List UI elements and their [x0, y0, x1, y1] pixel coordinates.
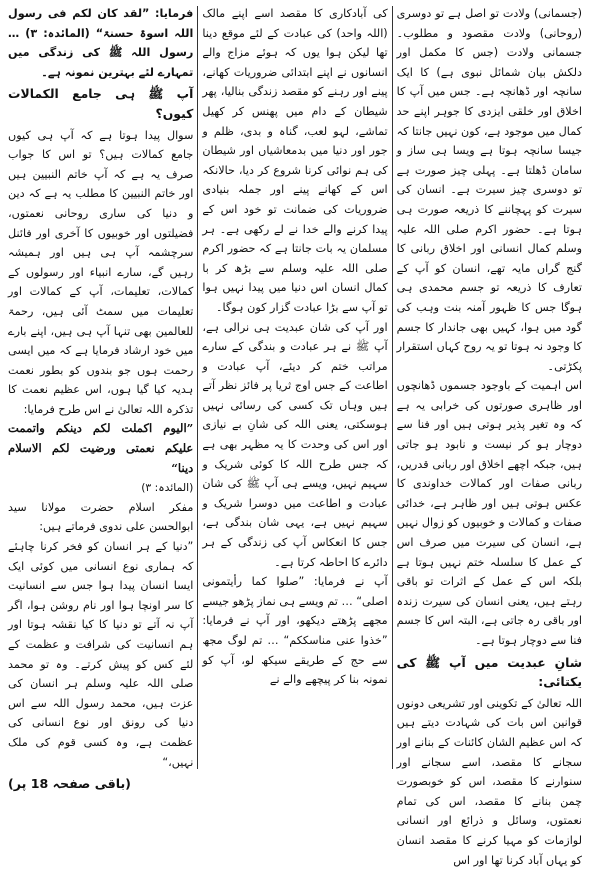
paragraph: اللہ تعالیٰ کے تکوینی اور تشریعی دونوں قوانین اس بات کی شہادت دیتے ہیں کہ اس عظیم الشان کائنات کے بنانے اور سجانے کا مقصد، اسے سجانے اور سنوارنے کا مقصد، اس کو خوبصورت چمن بنانے کا مقصد، اس کی تمام نعمتوں، وسائل و ذرائع اور انسانی لوازمات کو مہیا کرنے کا مقصد انسان کو یہاں آباد کرنا تھا اور اس — [396, 696, 582, 867]
continued-note: (باقی صفحہ 18 پر) — [8, 776, 131, 792]
paragraph: اور آپ کی شان عبدیت ہی نرالی ہے، آپ ﷺ نے ہر عبادت و بندگی کے سارے مراتب ختم کر دیئے، آپ عبادت و اطاعت کے جس اوج ثریا پر فائز نظر آتے ہیں وہاں تک کسی کی رسائی نہیں ہوسکتی، یعنی اللہ کی شانِ بے نیازی اور اس کی وحدت کا یہ مظہر بھی ہے کہ جس طرح اللہ کا کوئی شریک و سہیم نہیں، ویسے ہی آپ ﷺ کی شان عبادت و اطاعت میں دوسرا شریک و سہیم نہیں ہے، یہی شان بندگی ہے، جس کا انعکاس آپ کی زندگی کے ہر دائرے کا احاطہ کرتا ہے۔ — [202, 320, 388, 569]
paragraph: آپ نے فرمایا: ”صلوا کما رأیتمونی اصلی“ … تم ویسے ہی نماز پڑھو جیسے مجھے پڑھتے دیکھو، اور آپ نے فرمایا: ”خذوا عنی مناسککم“ … تم لوگ مجھ سے حج کے طریقے سیکھ لو، آپ کو نمونہ بنا کر پیچھے والے نے — [202, 575, 388, 687]
paragraph: کی آبادکاری کا مقصد اسے اپنے مالک (اللہ واحد) کی عبادت کے لئے موقع دینا تھا لیکن ہوا یوں کہ ہوئے مزاج والے انسانوں نے اپنے ابتدائی ضروریات کھانے، پینے اور رہنے کو مقصد زندگی بنالیا، پھر شیطان کے دام میں پھنس کر کھیل تماشے، لہو لعب، گناہ و بدی، ظلم و جور اور دنیا میں بدمعاشیاں اور شیطان کی ہم نوائی کرنا شروع کر دیا، حالانکہ اس کے کھانے پینے اور جملہ بنیادی ضروریات کی ضمانت تو خود اس کے پیدا کرنے والے خدا نے لے رکھی ہے۔ ہر مسلمان یہ بات جانتا ہے کہ حضور اکرم صلی اللہ علیہ وسلم سے بڑھ کر با کمال انسان اس دنیا میں پیدا نہیں ہوا تو آپ سے بڑا عبادت گزار کون ہوگا۔ — [202, 7, 388, 314]
paragraph: (جسمانی) ولادت تو اصل ہے تو دوسری (روحانی) ولادت مقصود و مطلوب۔ جسمانی ولادت (جس کا مکمل اور دلکش بیان شمائل نبوی ہے) کا ایک سانچہ اور ڈھانچہ ہے۔ جس میں آپ کا اخلاق اور خلقی ایزدی کا جوہر اپنے حد کمال میں موجود ہے، کون نہیں جانتا کہ جیسا سانچہ ہوتا ہے ویسا ہی ساز و سامان ڈھلتا ہے۔ پہلی چیز صورت ہے تو دوسری چیز سیرت ہے۔ انسان کی سیرت کو پہچاننے کا ذریعہ صورت ہی ہوتا ہے۔ حضور اکرم صلی اللہ علیہ وسلم کمال انسانی اور اخلاق ربانی کا گنج گراں مایہ تھے، انسان کو آپ کے تعارف کا ذریعہ تو جسم محمدی ہی ہوگا جس کا ظہور آمنہ بنت وہب کی گود میں ہوا، کہیں بھی جاندار کا جسم کا وجود نہ ہوتا تو یہ روح کہاں استقرار پکڑتی۔ — [396, 7, 582, 373]
quote-intro: مفکر اسلام حضرت مولانا سید ابوالحسن علی ندوی فرماتے ہیں: — [8, 500, 194, 534]
section-heading: شانِ عبدیت میں آپ ﷺ کی یکتائی: — [396, 654, 582, 690]
quran-intro: فرمایا: ”لقد کان لکم فی رسول اللہ اسوۃ حسنۃ“ (المائدہ: ۳) … رسول اللہ ﷺ کی زندگی میں تمہارے لئے بہترین نمونہ ہے۔ — [8, 7, 194, 79]
quote: ”دنیا کے ہر انسان کو فخر کرنا چاہئے کہ ہماری نوع انسانی میں کوئی ایک ایسا انسان پیدا ہوا جس سے انسانیت کا سر اونچا ہوا اور نام روشن ہوا، اگر آپ نہ آتے تو دنیا کا کیا نقشہ ہوتا اور ہم انسانیت کی شرافت و عظمت کے لئے کس کو پیش کرتے۔ وہ تو محمد صلی اللہ علیہ وسلم ہر انسان کی عزت ہیں، محمد رسول اللہ سے اس دنیا کی رونق اور نوع انسانی کی عظمت ہے، وہ کسی قوم کی ملک نہیں،“ — [8, 540, 194, 769]
paragraph: اس اہمیت کے باوجود جسموں ڈھانچوں اور ظاہری صورتوں کی خرابی یہ ہے کہ وہ تغیر پذیر ہوتی ہیں اور فنا سے دوچار ہو کر نیست و نابود ہو جاتی ہیں، جبکہ اچھے اخلاق اور ربانی قدریں، ربانی صفات اور کمالات خداوندی کا عکس ہوتی ہیں اور ظاہر ہے، خدائی صفات و کمالات و خوبیوں کو زوال نہیں ہے، انسان کی سیرت میں صرف اس کے عمل کا سلسلہ ختم نہیں ہوتا ہے بلکہ اس کے عمل کے اثرات تو باقی رہتے ہیں، یعنی انسان کی سیرت زندہ اور باقی رہ جاتی ہے، البتہ اس کا جسم فنا سے دوچار ہوتا ہے۔ — [396, 379, 582, 647]
column-middle — [198, 4, 391, 771]
arabic-verse: ”الیوم اکملت لکم دینکم واتممت علیکم نعمتی ورضیت لکم الاسلام دینا“ — [8, 421, 194, 475]
verse-reference: (المائدہ: ۳) — [141, 481, 194, 495]
section-heading: آپ ﷺ ہی جامع الکمالات کیوں؟ — [8, 86, 194, 121]
column-right — [393, 4, 586, 867]
paragraph: سوال پیدا ہوتا ہے کہ آپ ہی کیوں جامع کمالات ہیں؟ تو اس کا جواب صرف یہ ہے کہ آپ خاتم النبیین ہیں اور خاتم النبیین کا مطلب یہ ہے کہ دین و دنیا کی ساری روحانی نعمتوں، فضیلتوں اور خوبیوں کا آخری اور فائنل سرچشمہ آپ ہی ہیں اور ہمیشہ رہیں گے، سارے انبیاء اور رسولوں کے کمالات، تعلیمات، آپ کے کمالات اور تعلیمات میں سمٹ آئی ہیں، رحمۃ للعالمین بھی تنہا آپ ہی ہیں، اپنے بارے میں خود ارشاد فرمایا ہے کہ میں ایسی رحمت ہوں جو بندوں کو بطور نعمت ہدیہ کیا گیا ہوں، اس عظیم نعمت کا تذکرہ اللہ تعالیٰ نے اس طرح فرمایا: — [8, 128, 194, 416]
column-left — [4, 4, 197, 792]
